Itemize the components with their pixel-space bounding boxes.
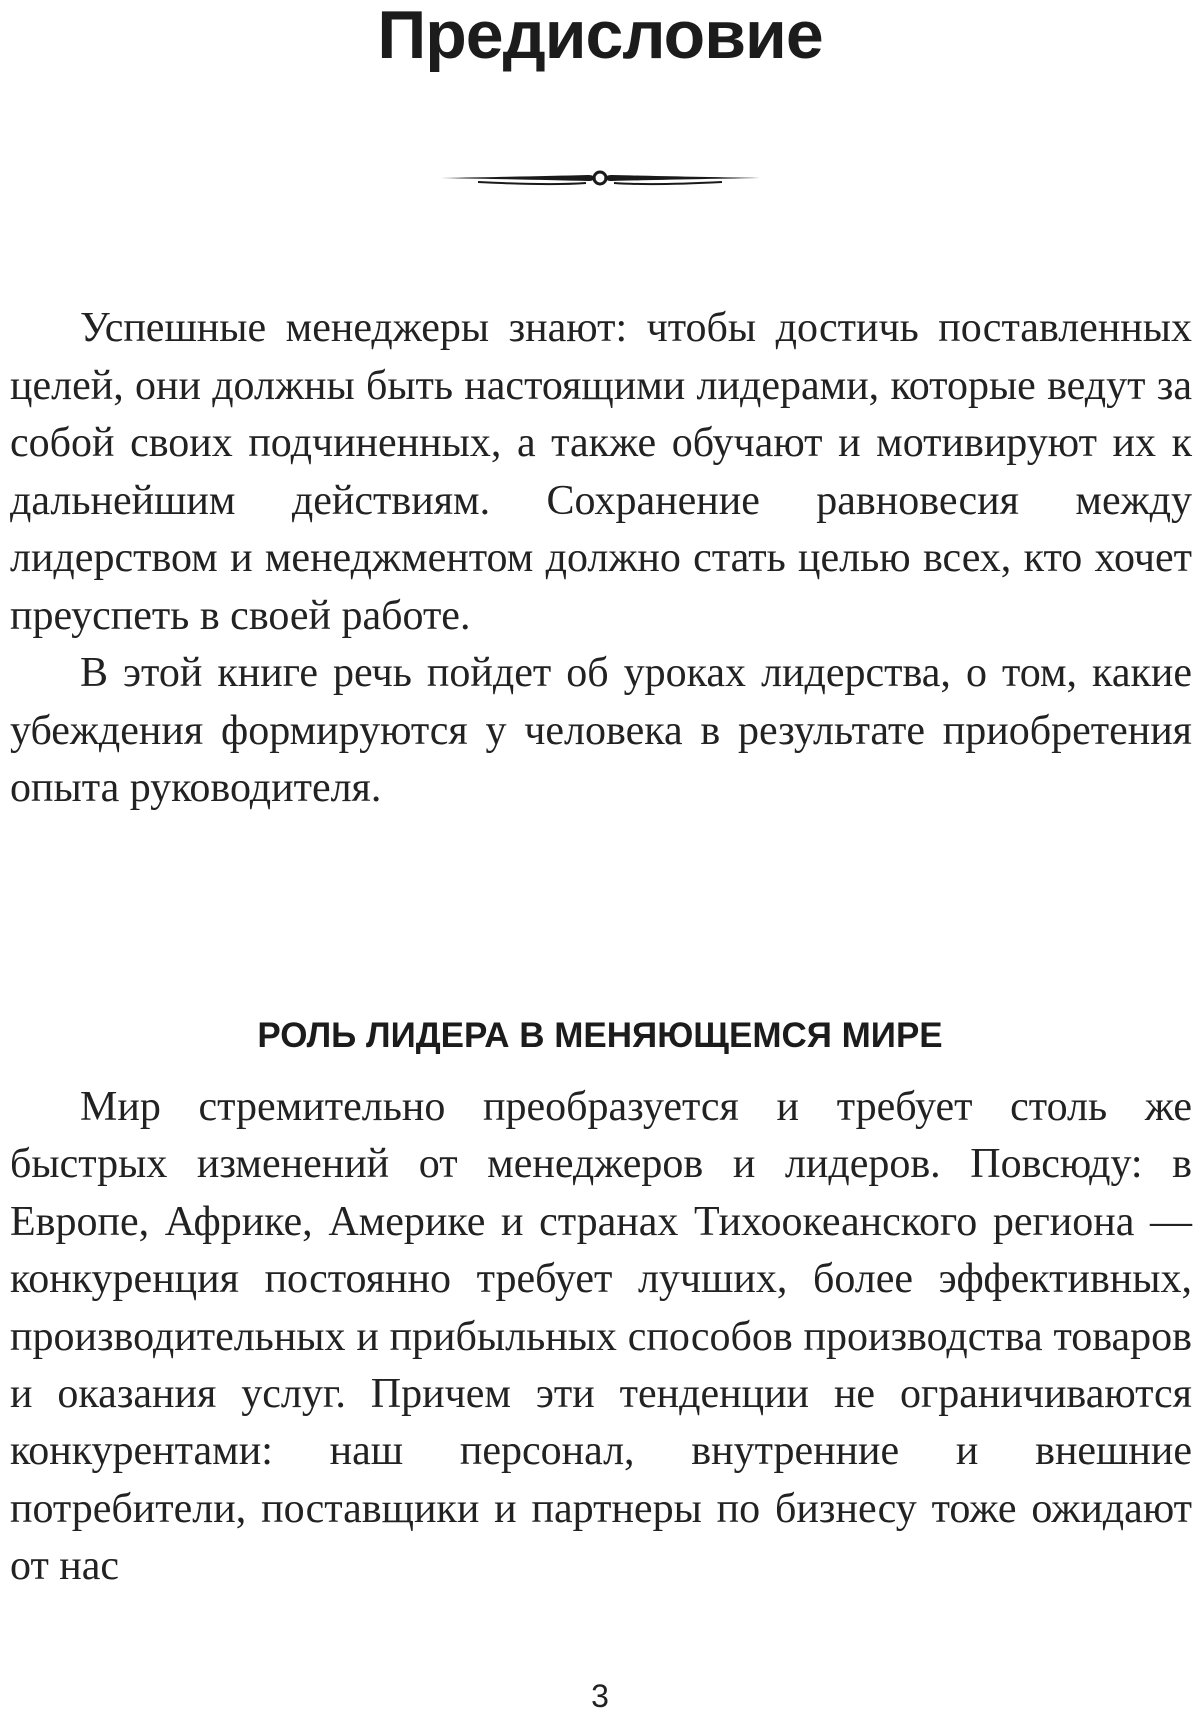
paragraph: Успешные менеджеры знают: чтобы достичь поставленных целей, они должны быть настоящими лидерами, которые ведут за собой своих подчиненных, а также обучают и мотивируют их к дальнейшим действиям. Сохранение равновесия между лидерством и менеджментом должно стать целью всех, кто хочет преуспеть в своей работе. — [10, 305, 1192, 639]
page-number: 3 — [591, 1678, 609, 1714]
flourish-divider-icon — [438, 166, 762, 192]
paragraph: Мир стремительно преобразуется и требует столь же быстрых изменений от менеджеров и лидеров. Повсюду: в Европе, Африке, Америке и странах Тихоокеанского региона — конкуренция постоянно требует лучших, более эффективных, производительных и прибыльных способов производства товаров и оказания услуг. Причем эти тенденции не ограничиваются конкурентами: наш персонал, внутренние и внешние потребители, поставщики и партнеры по бизнесу тоже ожидают от нас — [10, 1084, 1192, 1590]
section-heading: РОЛЬ ЛИДЕРА В МЕНЯЮЩЕМСЯ МИРЕ — [257, 1016, 943, 1055]
paragraph: В этой книге речь пойдет об уроках лидерства, о том, какие убеждения формируются у человека в результате приобретения опыта руководителя. — [10, 650, 1192, 811]
preface-text — [10, 300, 1192, 818]
page-title: Предисловие — [377, 0, 823, 73]
section-text — [10, 1079, 1192, 1596]
